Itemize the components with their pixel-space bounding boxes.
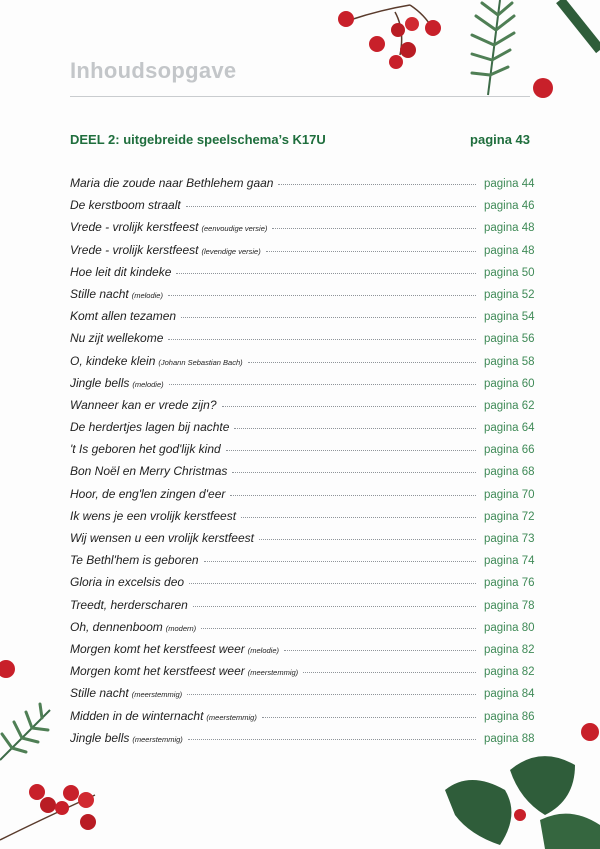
toc-entry-page: pagina 86 <box>484 710 535 723</box>
toc-entry[interactable] <box>70 420 535 442</box>
dot-leader <box>272 228 476 229</box>
toc-entry-note: (melodie) <box>247 645 280 655</box>
toc-entry-page: pagina 48 <box>484 244 535 257</box>
toc-entry-title: 't Is geboren het god'lijk kind <box>70 442 221 457</box>
toc-entry[interactable] <box>70 575 535 597</box>
toc-entry-title: Jingle bells <box>70 375 130 390</box>
top-pine-branch-icon <box>472 0 600 95</box>
toc-entry-page: pagina 64 <box>484 422 535 435</box>
toc-entry-page: pagina 88 <box>484 732 535 745</box>
dot-leader <box>168 295 476 296</box>
toc-entry-page: pagina 46 <box>484 200 535 213</box>
toc-entry[interactable] <box>70 309 535 331</box>
dot-leader <box>168 339 476 340</box>
toc-entry[interactable] <box>70 508 535 531</box>
dot-leader <box>187 694 476 695</box>
toc-entry-title: Oh, dennenboom <box>70 619 163 634</box>
toc-entry-note: (melodie) <box>132 379 164 389</box>
toc-entry-page: pagina 76 <box>484 577 535 590</box>
dot-leader <box>303 672 476 673</box>
dot-leader <box>241 517 476 518</box>
toc-entry[interactable] <box>70 708 535 731</box>
toc-entry-title: De kerstboom straalt <box>70 198 181 213</box>
toc-entry[interactable] <box>70 730 535 753</box>
toc-entry-title: Wij wensen u een vrolijk kerstfeest <box>70 531 254 545</box>
title-divider <box>70 96 530 97</box>
dot-leader <box>234 428 476 429</box>
dot-leader <box>201 628 476 629</box>
toc-entry[interactable] <box>70 442 535 464</box>
toc-entry[interactable] <box>70 686 535 708</box>
toc-entry-page: pagina 84 <box>484 688 535 701</box>
table-of-contents <box>70 176 535 753</box>
toc-entry[interactable] <box>70 486 535 509</box>
toc-entry-page: pagina 62 <box>484 399 535 412</box>
left-pine-branch-icon <box>0 660 50 760</box>
toc-entry[interactable] <box>70 264 535 287</box>
toc-entry-note: (Johann Sebastian Bach) <box>158 357 243 367</box>
dot-leader <box>169 384 476 385</box>
toc-entry-title: Vrede - vrolijk kerstfeest <box>70 242 199 257</box>
dot-leader <box>230 495 476 496</box>
toc-entry-title: Hoor, de eng'len zingen d'eer <box>70 486 226 501</box>
toc-entry[interactable] <box>70 198 535 220</box>
toc-entry[interactable] <box>70 331 535 353</box>
toc-entry-page: pagina 50 <box>484 266 535 279</box>
toc-entry-title: De herdertjes lagen bij nachte <box>70 420 230 435</box>
top-berry-twig-icon <box>338 5 553 98</box>
toc-entry-title: Ik wens je een vrolijk kerstfeest <box>70 508 237 523</box>
dot-leader <box>181 317 476 318</box>
toc-entry[interactable] <box>70 553 535 575</box>
toc-entry-page: pagina 52 <box>484 288 535 301</box>
toc-entry-page: pagina 80 <box>484 621 535 634</box>
toc-entry[interactable] <box>70 242 535 265</box>
toc-entry-title: Stille nacht <box>70 686 129 701</box>
dot-leader <box>278 184 476 185</box>
toc-entry-title: Hoe leit dit kindeke <box>70 264 172 279</box>
toc-entry-page: pagina 82 <box>484 643 535 656</box>
toc-entry[interactable] <box>70 353 535 376</box>
toc-entry-title: Nu zijt wellekome <box>70 331 164 346</box>
toc-entry-page: pagina 58 <box>484 355 535 368</box>
toc-entry[interactable] <box>70 597 535 620</box>
dot-leader <box>176 273 476 274</box>
toc-entry-note: (eenvoudige versie) <box>201 224 268 234</box>
toc-entry[interactable] <box>70 641 535 664</box>
toc-entry[interactable] <box>70 464 535 486</box>
toc-entry-title: Stille nacht <box>70 286 129 301</box>
section-label: DEEL 2: uitgebreide speelschema’s K17U <box>70 132 326 147</box>
dot-leader <box>259 539 476 540</box>
bottom-berry-twig-icon <box>0 784 96 840</box>
toc-entry-page: pagina 74 <box>484 555 535 568</box>
toc-entry-title: Te Bethl'hem is geboren <box>70 553 199 568</box>
toc-entry-title: O, kindeke klein <box>70 353 156 368</box>
toc-entry[interactable] <box>70 619 535 642</box>
dot-leader <box>284 650 476 651</box>
toc-entry[interactable] <box>70 220 535 242</box>
toc-entry[interactable] <box>70 397 535 420</box>
dot-leader <box>204 561 476 562</box>
toc-entry-title: Jingle bells <box>70 730 130 745</box>
toc-entry-note: (levendige versie) <box>201 246 261 256</box>
toc-entry-note: (melodie) <box>131 290 163 300</box>
dot-leader <box>262 717 476 718</box>
toc-entry-title: Vrede - vrolijk kerstfeest <box>70 220 199 235</box>
toc-entry-page: pagina 82 <box>484 666 535 679</box>
dot-leader <box>193 606 476 607</box>
toc-entry-page: pagina 72 <box>484 510 535 523</box>
page-title: Inhoudsopgave <box>70 58 237 83</box>
dot-leader <box>248 362 476 363</box>
dot-leader <box>232 472 476 473</box>
dot-leader <box>226 450 476 451</box>
dot-leader <box>266 251 476 252</box>
toc-entry-page: pagina 44 <box>484 178 535 190</box>
toc-entry-page: pagina 48 <box>484 222 535 235</box>
toc-entry[interactable] <box>70 176 535 198</box>
section-heading <box>70 132 530 147</box>
toc-entry-title: Maria die zoude naar Bethlehem gaan <box>70 176 274 190</box>
toc-entry-note: (meerstemmig) <box>132 734 183 744</box>
toc-entry-note: (meerstemmig) <box>131 690 183 700</box>
dot-leader <box>188 739 476 740</box>
toc-entry-page: pagina 70 <box>484 488 535 501</box>
toc-entry-title: Wanneer kan er vrede zijn? <box>70 397 217 412</box>
toc-entry-page: pagina 73 <box>484 533 535 545</box>
toc-entry-title: Treedt, herderscharen <box>70 597 188 612</box>
toc-entry[interactable] <box>70 375 535 398</box>
section-page: pagina 43 <box>470 132 530 147</box>
toc-entry-page: pagina 78 <box>484 599 535 612</box>
toc-entry-title: Midden in de winternacht <box>70 708 204 723</box>
toc-entry[interactable] <box>70 531 535 553</box>
toc-entry-note: (meerstemmig) <box>247 668 299 678</box>
toc-entry-title: Morgen komt het kerstfeest weer <box>70 641 245 656</box>
toc-entry-page: pagina 56 <box>484 333 535 346</box>
dot-leader <box>222 406 476 407</box>
toc-entry-page: pagina 66 <box>484 444 535 457</box>
toc-entry-title: Komt allen tezamen <box>70 309 177 324</box>
toc-entry-title: Gloria in excelsis deo <box>70 575 185 590</box>
toc-entry-note: (meerstemmig) <box>206 712 257 722</box>
dot-leader <box>186 206 476 207</box>
toc-entry-title: Bon Noël en Merry Christmas <box>70 464 228 479</box>
dot-leader <box>189 583 476 584</box>
toc-entry[interactable] <box>70 664 535 686</box>
toc-entry-note: (modern) <box>165 623 197 633</box>
toc-entry[interactable] <box>70 286 535 309</box>
toc-entry-page: pagina 54 <box>484 311 535 324</box>
toc-entry-page: pagina 60 <box>484 377 535 390</box>
toc-entry-page: pagina 68 <box>484 466 535 479</box>
toc-entry-title: Morgen komt het kerstfeest weer <box>70 664 245 679</box>
